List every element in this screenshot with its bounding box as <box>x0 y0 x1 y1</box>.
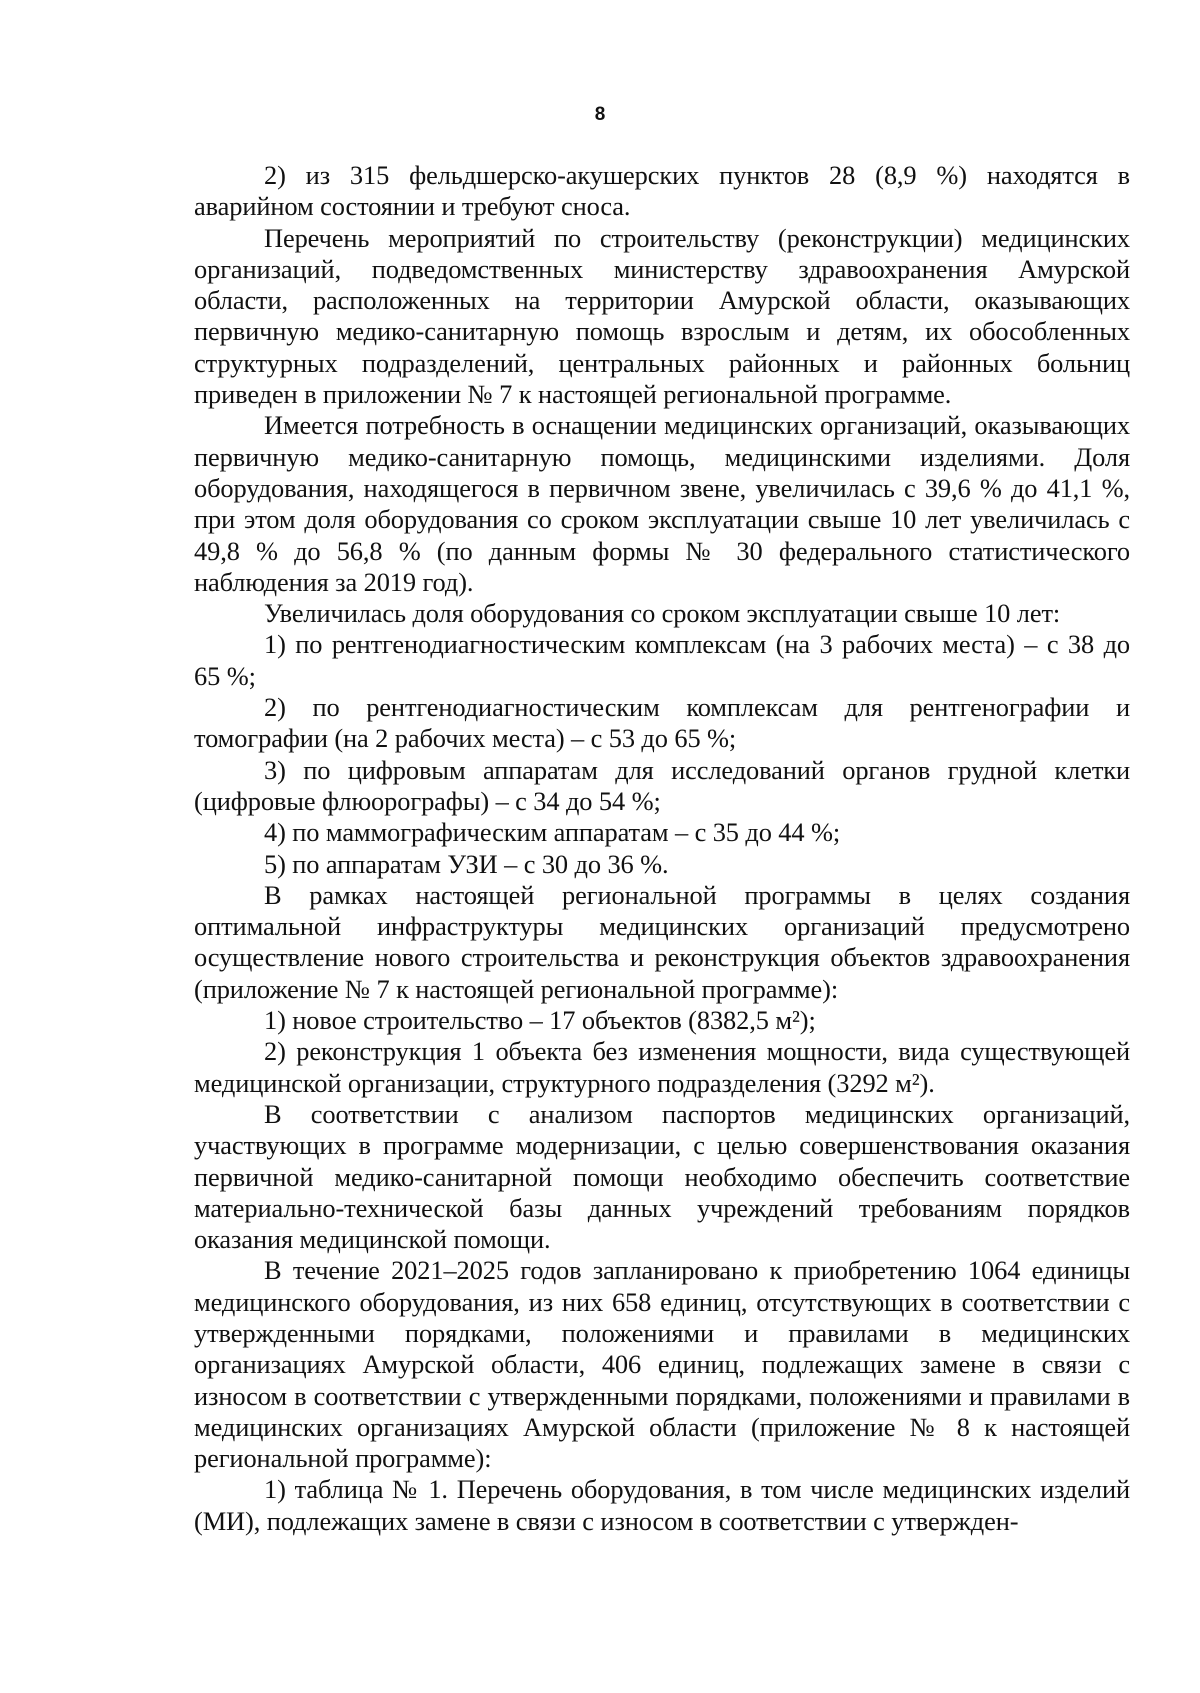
list-item: 5) по аппаратам УЗИ – с 30 до 36 %. <box>264 848 669 879</box>
list-item: 2) по рентгенодиагностическим комплексам для рентгенографии и томографии (на 2 рабочих места) – с 53 до 65 %; <box>194 692 1130 754</box>
paragraph: В течение 2021–2025 годов запланировано к приобретению 1064 единицы медицинского оборудования, из них 658 единиц, отсутствующих в соответствии с утвержденными порядками, положениями и правилами в медицинских организациях Амурской области, 406 единиц, подлежащих замене в связи с износом в соответствии с утвержденными порядками, положениями и правилами в медицинских организациях Амурской области (приложение № 8 к настоящей региональной программе): <box>194 1255 1130 1474</box>
paragraph: Увеличилась доля оборудования со сроком эксплуатации свыше 10 лет: <box>264 598 1061 629</box>
list-item: 3) по цифровым аппаратам для исследований органов грудной клетки (цифровые флюорографы) – с 34 до 54 %; <box>194 754 1130 816</box>
paragraph: Перечень мероприятий по строительству (реконструкции) медицинских организаций, подведомственных министерству здравоохранения Амурской области, расположенных на территории Амурской области, оказывающих первичную медико-санитарную помощь взрослым и детям, их обособленных структурных подразделений, центральных районных и районных больниц приведен в приложении № 7 к настоящей региональной программе. <box>194 222 1130 410</box>
page-number: 8 <box>594 104 606 125</box>
paragraph: Имеется потребность в оснащении медицинских организаций, оказывающих первичную медико-санитарную помощь, медицинскими изделиями. Доля оборудования, находящегося в первичном звене, увеличилась с 39,6 % до 41,1 %, при этом доля оборудования со сроком эксплуатации свыше 10 лет увеличилась с 49,8 % до 56,8 % (по данным формы № 30 федерального статистического наблюдения за 2019 год). <box>194 410 1130 597</box>
list-item: 2) реконструкция 1 объекта без изменения мощности, вида существующей медицинской организации, структурного подразделения (3292 м²). <box>194 1036 1130 1098</box>
paragraph: 2) из 315 фельдшерско-акушерских пунктов 28 (8,9 %) находятся в аварийном состоянии и требуют сноса. <box>194 160 1130 222</box>
paragraph: В соответствии с анализом паспортов медицинских организаций, участвующих в программе модернизации, с целью совершенствования оказания первичной медико-санитарной помощи необходимо обеспечить соответствие материально-технической базы данных учреждений требованиям порядков оказания медицинской помощи. <box>194 1098 1130 1255</box>
paragraph: В рамках настоящей региональной программы в целях создания оптимальной инфраструктуры медицинских организаций предусмотрено осуществление нового строительства и реконструкция объектов здравоохранения (приложение № 7 к настоящей региональной программе): <box>194 879 1130 1004</box>
list-item: 4) по маммографическим аппаратам – с 35 до 44 %; <box>264 817 841 848</box>
body-text <box>194 160 1130 1537</box>
list-item: 1) новое строительство – 17 объектов (8382,5 м²); <box>264 1005 816 1036</box>
list-item: 1) таблица № 1. Перечень оборудования, в том числе медицинских изделий (МИ), подлежащих замене в связи с износом в соответствии с утвержден- <box>194 1474 1130 1536</box>
list-item: 1) по рентгенодиагностическим комплексам (на 3 рабочих места) – с 38 до 65 %; <box>194 629 1130 691</box>
